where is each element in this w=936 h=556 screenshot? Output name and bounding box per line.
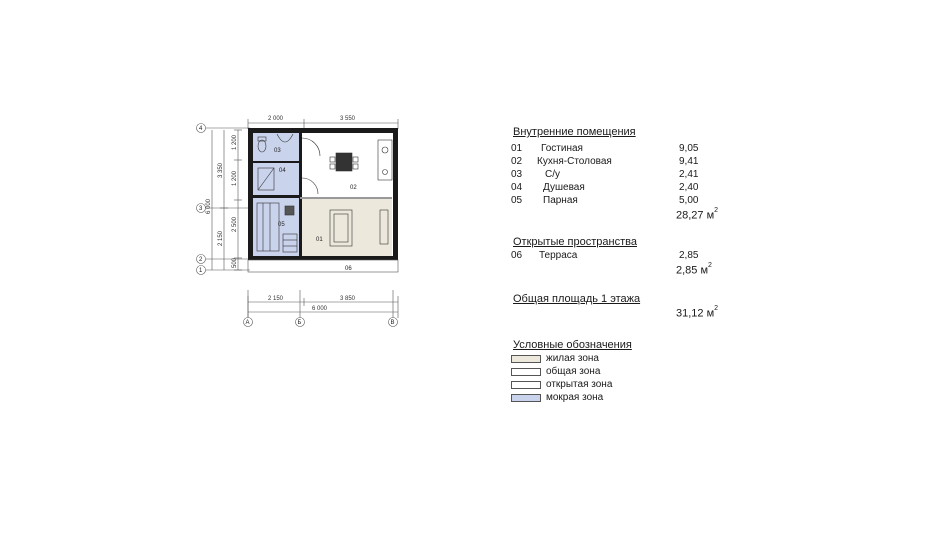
row-num: 02 xyxy=(511,156,523,167)
key-label: жилая зона xyxy=(546,353,599,364)
dim-left-3: 2 500 xyxy=(232,216,238,232)
axis-row-3: 3 xyxy=(199,206,203,212)
swatch-common xyxy=(511,368,541,376)
axis-col-v: В xyxy=(390,320,395,326)
dim-left-mid-1: 3 350 xyxy=(218,162,224,178)
key-label: открытая зона xyxy=(546,379,613,390)
dim-bottom-total: 6 000 xyxy=(312,306,328,312)
area-total-value: 31,12 м xyxy=(676,307,715,320)
row-num: 03 xyxy=(511,169,523,180)
axis-row-4: 4 xyxy=(199,126,203,132)
dim-left-total: 6 000 xyxy=(206,198,212,214)
row-num: 01 xyxy=(511,143,523,154)
swatch-living xyxy=(511,355,541,363)
key-title: Условные обозначения xyxy=(513,339,632,351)
swatch-open xyxy=(511,381,541,389)
area-total xyxy=(676,307,718,320)
room-num-02: 02 xyxy=(350,185,357,191)
interior-total xyxy=(676,209,718,222)
area-title: Общая площадь 1 этажа xyxy=(513,293,641,305)
row-num: 06 xyxy=(511,250,523,261)
interior-title: Внутренние помещения xyxy=(513,126,636,138)
row-value: 2,41 xyxy=(679,169,699,180)
open-total-value: 2,85 м xyxy=(676,264,709,277)
row-name: Душевая xyxy=(543,182,585,193)
living-partition xyxy=(300,197,392,199)
row-value: 2,40 xyxy=(679,182,699,193)
dim-left-mid-2: 2 150 xyxy=(218,230,224,246)
dim-left-4: 500 xyxy=(232,257,238,268)
room-num-04: 04 xyxy=(279,168,286,174)
open-total xyxy=(676,264,712,277)
floor-plan xyxy=(0,0,420,340)
axis-row-2: 2 xyxy=(199,257,203,263)
dim-top-1: 2 000 xyxy=(268,116,284,122)
row-name: С/у xyxy=(545,169,560,180)
axis-col-a: А xyxy=(245,320,250,326)
row-name: Кухня-Столовая xyxy=(537,156,612,167)
room-num-01: 01 xyxy=(316,237,323,243)
interior-total-value: 28,27 м xyxy=(676,209,715,222)
open-title: Открытые пространства xyxy=(513,236,637,248)
row-value: 9,05 xyxy=(679,143,699,154)
left-dim-labels xyxy=(206,134,238,268)
row-name: Гостиная xyxy=(541,143,583,154)
left-dimensions xyxy=(212,130,242,270)
room-num-06: 06 xyxy=(345,266,352,272)
key-label: общая зона xyxy=(546,366,601,377)
unit-superscript: 2 xyxy=(708,262,712,269)
row-name: Парная xyxy=(543,195,578,206)
swatch-wet xyxy=(511,394,541,402)
dim-bottom-1: 2 150 xyxy=(268,296,284,302)
axis-col-b: Б xyxy=(297,320,302,326)
dim-bottom-2: 3 850 xyxy=(340,296,356,302)
terrace-outline xyxy=(248,260,398,272)
room-num-05: 05 xyxy=(278,222,285,228)
row-num: 05 xyxy=(511,195,523,206)
row-value: 5,00 xyxy=(679,195,699,206)
dim-left-2: 1 200 xyxy=(232,170,238,186)
axis-row-1: 1 xyxy=(199,268,203,274)
room-01-fill xyxy=(302,198,392,256)
row-name: Терраса xyxy=(539,250,578,261)
room-num-03: 03 xyxy=(274,148,281,154)
row-value: 9,41 xyxy=(679,156,699,167)
dim-left-1: 1 200 xyxy=(232,134,238,150)
unit-superscript: 2 xyxy=(714,207,719,214)
dim-top-2: 3 550 xyxy=(340,116,356,122)
row-num: 04 xyxy=(511,182,523,193)
axis-rows xyxy=(197,124,251,275)
row-value: 2,85 xyxy=(679,250,699,261)
unit-superscript: 2 xyxy=(714,305,719,312)
key-label: мокрая зона xyxy=(546,392,604,403)
